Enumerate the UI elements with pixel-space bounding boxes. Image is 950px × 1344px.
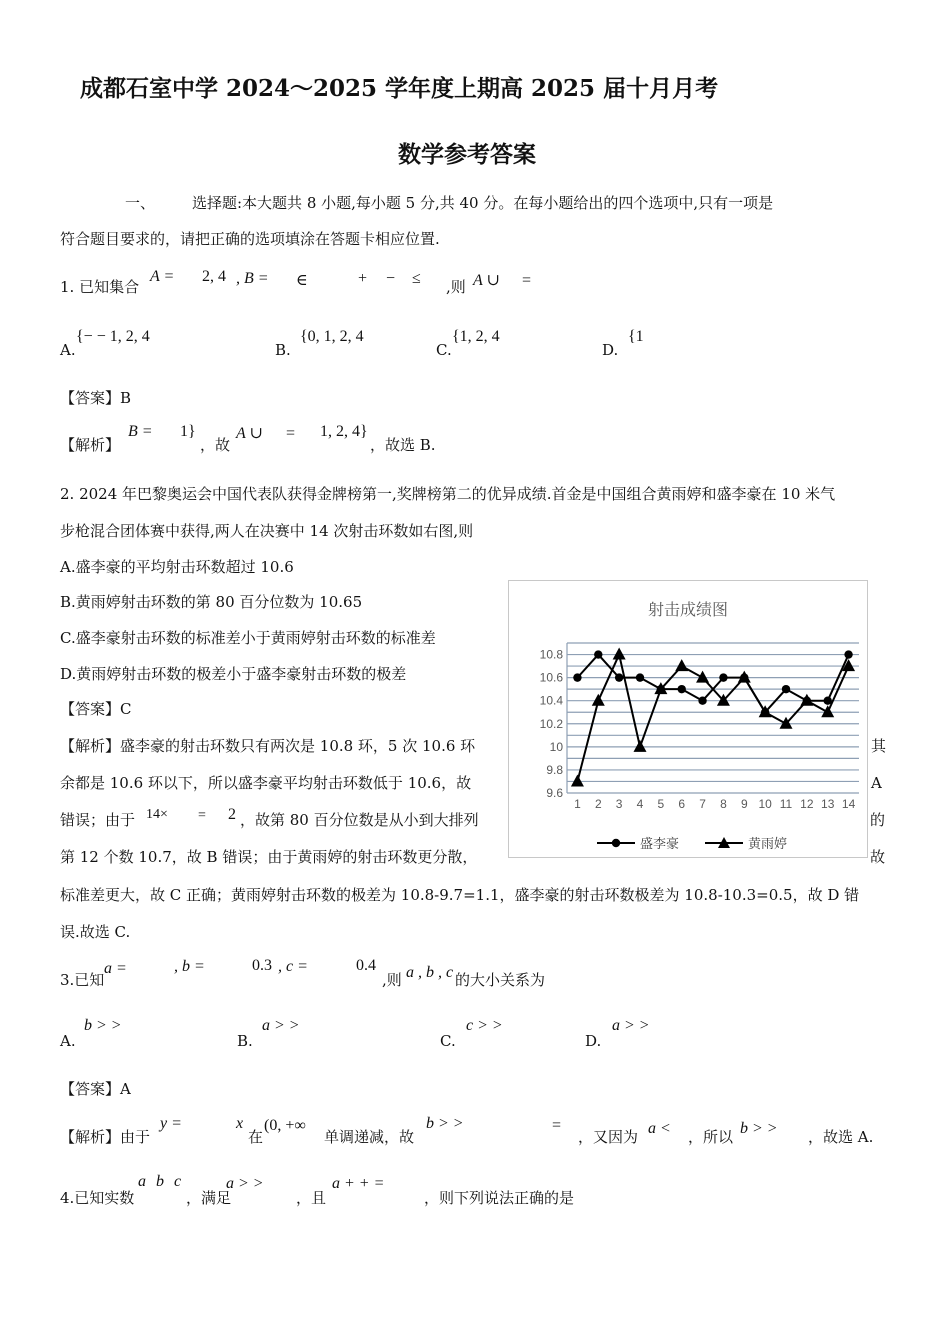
q3-optD: a > >	[612, 1017, 650, 1034]
q3-an-eq: =	[552, 1117, 562, 1134]
q1-an-gu: ，故	[200, 436, 231, 454]
chart-ytick-label: 9.8	[546, 762, 563, 777]
legend-marker	[612, 839, 620, 847]
q1-math-in: ∈	[296, 272, 308, 289]
q3-math-c-val: 0.4	[356, 957, 376, 974]
q1-an-eq: =	[286, 425, 296, 442]
q3-an-ineq: b > >	[426, 1115, 464, 1132]
q1-optB: {0, 1, 2, 4	[300, 328, 364, 345]
chart-ytick-label: 10.4	[539, 693, 563, 708]
q3-stem: 3.已知	[60, 971, 105, 989]
q3-math-b-val: 0.3	[252, 957, 272, 974]
q2-optB: B.黄雨婷射击环数的第 80 百分位数为 10.65	[60, 593, 363, 611]
q3-an-interval: (0, +∞	[264, 1117, 306, 1134]
data-point-s2	[696, 671, 709, 683]
data-point-s1	[615, 673, 623, 681]
data-point-s2	[571, 774, 584, 786]
q1-an-end: ，故选 B.	[370, 436, 436, 454]
q2-optA: A.盛李豪的平均射击环数超过 10.6	[60, 558, 294, 576]
q2-analysis-1b: 其	[871, 737, 887, 755]
data-point-s1	[844, 650, 852, 658]
q1-optD: {1	[628, 328, 644, 345]
q3-an-a: a <	[648, 1120, 671, 1137]
q3-optC: c > >	[466, 1017, 503, 1034]
q3-optC-label: C.	[440, 1032, 456, 1050]
chart-xtick-label: 12	[800, 797, 814, 811]
chart-ytick-label: 10.8	[539, 647, 563, 662]
q1-math-B-eq: , B =	[236, 270, 269, 287]
q4-suffix: ，则下列说法正确的是	[424, 1189, 575, 1207]
data-point-s1	[594, 650, 602, 658]
q4-mid: ，满足	[186, 1189, 232, 1207]
data-point-s2	[592, 694, 605, 706]
q3-optB-label: B.	[237, 1032, 253, 1050]
q1-an-B: B =	[128, 423, 153, 440]
q2-analysis-5: 标准差更大，故 C 正确；黄雨婷射击环数的极差为 10.8-9.7=1.1，盛李豪的射击环数极差为 10.8-10.3=0.5，故 D 错	[60, 886, 860, 904]
data-point-s1	[573, 673, 581, 681]
q4-mid2: ，且	[296, 1189, 327, 1207]
q2-analysis-3a: 错误；由于	[60, 811, 136, 829]
q2-analysis-3c: 的	[870, 811, 886, 829]
q1-an-union: A ∪	[236, 425, 263, 442]
q3-optA-label: A.	[60, 1032, 76, 1050]
q3-an-b: b > >	[740, 1120, 778, 1137]
data-point-s1	[678, 685, 686, 693]
data-point-s1	[636, 673, 644, 681]
data-point-s1	[782, 685, 790, 693]
q2-stem-line1: 2. 2024 年巴黎奥运会中国代表队获得金牌榜第一,奖牌榜第二的优异成绩.首金是中国组合黄雨婷和盛李豪在 10 米气	[60, 485, 836, 503]
chart-ytick-label: 10	[549, 739, 563, 754]
q3-optB: a > >	[262, 1017, 300, 1034]
q3-an-mid3: ，所以	[688, 1128, 734, 1146]
q3-optD-label: D.	[585, 1032, 602, 1050]
q4-stem: 4.已知实数	[60, 1189, 135, 1207]
q2-math-14x: 14×	[146, 807, 168, 822]
chart-xtick-label: 10	[758, 797, 772, 811]
q2-analysis-6: 误.故选 C.	[60, 923, 131, 941]
data-point-s2	[613, 648, 626, 660]
chart-xtick-label: 3	[615, 797, 623, 811]
chart-xtick-label: 6	[678, 797, 686, 811]
q1-stem: 1. 已知集合	[60, 278, 140, 296]
q3-an-mid: 单调递减，故	[324, 1128, 415, 1146]
q3-an-mid2: ，又因为	[578, 1128, 639, 1146]
chart-xtick-label: 13	[821, 797, 835, 811]
q4-cond1: a > >	[226, 1175, 264, 1192]
chart-ytick-label: 10.6	[539, 670, 563, 685]
data-point-s1	[698, 696, 706, 704]
q1-answer: 【答案】B	[60, 389, 132, 407]
q3-then: ,则	[382, 971, 402, 989]
shooting-chart	[508, 580, 868, 858]
q2-optC: C.盛李豪射击环数的标准差小于黄雨婷射击环数的标准差	[60, 629, 436, 647]
q1-optC-label: C.	[436, 341, 452, 359]
section-intro-line2: 符合题目要求的，请把正确的选项填涂在答题卡相应位置.	[60, 230, 440, 248]
section-intro-line1: 选择题:本大题共 8 小题,每小题 5 分,共 40 分。在每小题给出的四个选项中,只有一项是	[192, 194, 774, 212]
legend-label: 盛李豪	[640, 836, 680, 851]
q1-math-eq: =	[522, 272, 532, 289]
q2-analysis-4b: 故	[870, 848, 886, 866]
q2-answer: 【答案】C	[60, 700, 132, 718]
chart-xtick-label: 4	[636, 797, 644, 811]
q3-an-y: y =	[160, 1115, 182, 1132]
chart-xtick-label: 11	[779, 797, 793, 811]
chart-ytick-label: 10.2	[539, 716, 563, 731]
q3-an-zai: 在	[248, 1128, 264, 1146]
chart-xtick-label: 8	[720, 797, 727, 811]
q1-an-result: 1, 2, 4}	[320, 423, 368, 440]
q3-math-a: a =	[104, 960, 127, 977]
chart-xtick-label: 5	[657, 797, 665, 811]
q1-then: ,则	[446, 278, 466, 296]
q3-math-c: , c =	[278, 958, 308, 975]
data-point-s2	[634, 740, 647, 752]
q3-an-prefix: 【解析】由于	[60, 1128, 151, 1146]
q3-optA: b > >	[84, 1017, 122, 1034]
chart-xtick-label: 14	[841, 797, 856, 811]
q1-math-A-eq: A =	[150, 268, 175, 285]
data-point-s1	[719, 673, 727, 681]
q3-answer: 【答案】A	[60, 1080, 131, 1098]
q2-math-eq: =	[198, 808, 206, 823]
data-point-s2	[821, 705, 834, 717]
q4-vars: a b c	[138, 1173, 182, 1190]
q2-analysis-4a: 第 12 个数 10.7，故 B 错误；由于黄雨婷的射击环数更分散，	[60, 848, 478, 866]
q3-math-b: , b =	[174, 958, 205, 975]
data-point-s2	[738, 671, 751, 683]
q3-suffix: 的大小关系为	[455, 971, 546, 989]
q1-math-plus: +	[358, 270, 368, 287]
q2-analysis-2b: A	[871, 774, 882, 792]
q1-analysis-label: 【解析】	[60, 436, 121, 454]
q4-cond2: a + + =	[332, 1175, 385, 1192]
q1-math-union: A ∪	[473, 272, 500, 289]
q2-analysis-1a: 【解析】盛李豪的射击环数只有两次是 10.8 环，5 次 10.6 环	[60, 737, 476, 755]
chart-svg	[509, 581, 867, 857]
legend-label: 黄雨婷	[748, 836, 788, 851]
q1-optC: {1, 2, 4	[452, 328, 500, 345]
chart-title: 射击成绩图	[647, 602, 729, 619]
q1-an-B2: 1}	[180, 423, 196, 440]
q3-an-x: x	[236, 1115, 244, 1132]
q2-stem-line2: 步枪混合团体赛中获得,两人在决赛中 14 次射击环数如右图,则	[60, 522, 474, 540]
q2-analysis-2a: 余都是 10.6 环以下，所以盛李豪平均射击环数低于 10.6，故	[60, 774, 472, 792]
chart-xtick-label: 2	[594, 797, 602, 811]
q1-math-leq: ≤	[412, 270, 421, 287]
q1-optD-label: D.	[602, 341, 619, 359]
q1-optB-label: B.	[275, 341, 291, 359]
chart-ytick-label: 9.6	[546, 786, 563, 800]
q3-an-end: ，故选 A.	[808, 1128, 874, 1146]
chart-xtick-label: 9	[740, 797, 748, 811]
q1-optA-label: A.	[60, 341, 76, 359]
section-number: 一、	[125, 194, 156, 212]
page-title: 数学参考答案	[398, 141, 536, 168]
q2-math-2: 2	[228, 806, 236, 823]
q2-optD: D.黄雨婷射击环数的极差小于盛李豪射击环数的极差	[60, 665, 407, 683]
q1-math-A-set: 2, 4	[202, 268, 226, 285]
chart-xtick-label: 7	[699, 797, 706, 811]
chart-xtick-label: 1	[574, 797, 581, 811]
q1-math-minus: −	[386, 270, 396, 287]
q1-optA: {− − 1, 2, 4	[76, 328, 150, 345]
q2-analysis-3b: ，故第 80 百分位数是从小到大排列	[240, 811, 479, 829]
q3-math-abc: a , b , c	[406, 964, 454, 981]
exam-title: 成都石室中学 2024～2025 学年度上期高 2025 届十月月考	[80, 75, 719, 102]
data-point-s2	[675, 659, 688, 671]
